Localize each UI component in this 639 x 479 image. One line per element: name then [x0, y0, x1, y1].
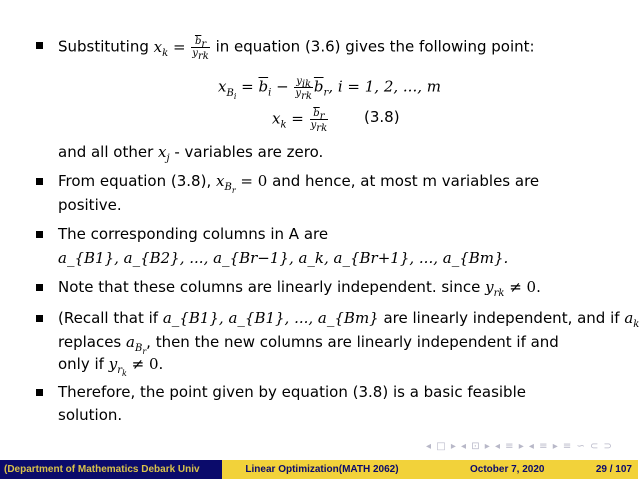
fraction: $\frac{y_{ik}}{y_{rk}}$ — [295, 76, 312, 102]
bullet-marker — [36, 389, 43, 396]
bullet-marker — [36, 178, 43, 185]
bullet-marker — [36, 284, 43, 291]
bullet-5-line-1: (Recall that if a_{B1}, a_{B1}, ..., a_{Bm} are linearly independent, and if $a_k$ — [58, 309, 639, 330]
math-xk: $x_k$ = $\frac{\overline{b}_r}{y_{rk}}$ — [153, 36, 209, 62]
bullet-marker — [36, 231, 43, 238]
footer-date: October 7, 2020 — [470, 464, 545, 475]
bullet-marker — [36, 42, 43, 49]
text-span: in equation (3.6) gives the following point: — [210, 37, 535, 56]
footer-date-page — [422, 460, 638, 479]
bullet-5-line-3: only if $y_{r_k} \ne 0$. — [58, 355, 164, 378]
bullet-5-line-2: replaces $a_{B_r}$, then the new columns are linearly independent if and — [58, 333, 559, 356]
equation-xk: $x_k$ = $\frac{\overline{b}_r}{y_{rk}}$ — [272, 108, 328, 134]
bullet-6-line-1: Therefore, the point given by equation (3.8) is a basic feasible — [58, 383, 526, 401]
bullet-2-line-1: From equation (3.8), $x_{B_r} = 0$ and hence, at most m variables are — [58, 172, 540, 195]
equation-xbi: $x_{B_i} = \overline{b}_i$ − $\frac{y_{ik}}{y_{rk}}$ $\overline{b}_r$, i = 1, 2, ..., m — [218, 76, 441, 102]
bullet-1-text — [58, 36, 535, 62]
bullet-6-line-2: solution. — [58, 406, 123, 424]
bullet-3-line-1: The corresponding columns in A are — [58, 225, 329, 243]
bullet-marker — [36, 315, 43, 322]
and-all-other-line: and all other $x_j$ - variables are zero. — [58, 143, 324, 164]
text-span: Substituting — [58, 37, 154, 56]
footer-course: Linear Optimization(MATH 2062) — [222, 460, 422, 479]
fraction: $\frac{\overline{b}_r}{y_{rk}}$ — [192, 36, 209, 62]
equation-label: (3.8) — [364, 108, 400, 126]
footer-bar — [0, 460, 638, 479]
footer-institution: (Department of Mathematics Debark Univ — [0, 460, 222, 479]
bullet-3-line-2: a_{B1}, a_{B2}, ..., a_{Br−1}, a_k, a_{Br+1}, ..., a_{Bm}. — [58, 249, 509, 267]
bullet-4-text: Note that these columns are linearly independent. since $y_{rk} \ne 0$. — [58, 278, 541, 299]
footer-page-number: 29 / 107 — [595, 464, 632, 475]
fraction: $\frac{\overline{b}_r}{y_{rk}}$ — [310, 108, 328, 134]
bullet-2-line-2: positive. — [58, 196, 122, 214]
navigation-symbols[interactable]: ◂ □ ▸ ◂ ⊡ ▸ ◂ ≡ ▸ ◂ ≡ ▸ ≡ ∽ ⊂ ⊃ — [426, 441, 613, 452]
